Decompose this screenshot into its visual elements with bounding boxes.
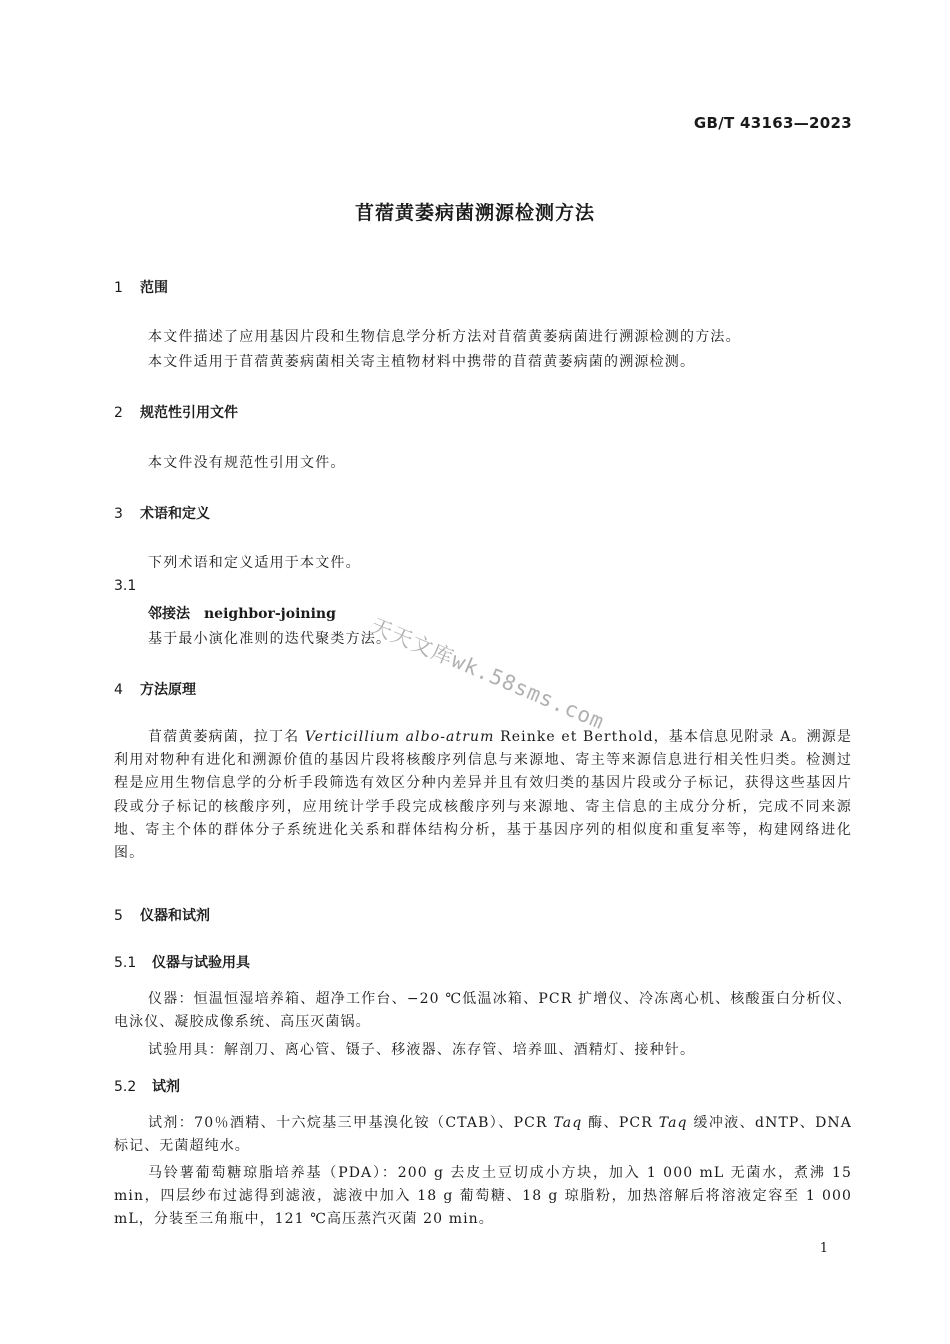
document-title: 苜蓿黄萎病菌溯源检测方法 <box>354 202 595 224</box>
section-1-para-1: 本文件描述了应用基因片段和生物信息学分析方法对苜蓿黄萎病菌进行溯源检测的方法。 <box>148 329 741 345</box>
term-chinese: 邻接法 <box>148 606 190 622</box>
latin-name: Verticillium albo-atrum <box>304 729 495 745</box>
section-1-para-2: 本文件适用于苜蓿黄萎病菌相关寄主植物材料中携带的苜蓿黄萎病菌的溯源检测。 <box>148 354 696 370</box>
section-5-1-para-2: 试验用具：解剖刀、离心管、镊子、移液器、冻存管、培养皿、酒精灯、接种针。 <box>148 1042 696 1058</box>
section-4-para-1: 苜蓿黄萎病菌，拉丁名 Verticillium albo-atrum Reinke et Berthold，基本信息见附录 A。溯源是利用对物种有进化和溯源价值的基因片段将核酸序列信息与来源地、寄主等来源信息进行相关性归类。检测过程是应用生物信息学的分析手段筛选有效区分种内差异并且有效归类的基因片段或分子标记，获得这些基因片段或分子标记的核酸序列，应用统计学手段完成核酸序列与来源地、寄主信息的主成分分析，完成不同来源地、寄主个体的群体分子系统进化关系和群体结构分析，基于基因序列的相似度和重复率等，构建网络进化图。 <box>114 729 852 862</box>
taq-italic: Taq <box>658 1115 688 1131</box>
section-2-para-1: 本文件没有规范性引用文件。 <box>148 455 346 471</box>
section-2-heading: 2 规范性引用文件 <box>114 405 238 421</box>
watermark: 天天文库wk.58sms.com <box>367 613 609 735</box>
section-1-heading: 1 范围 <box>114 280 168 296</box>
section-5-1-heading: 5.1 仪器与试验用具 <box>114 955 250 971</box>
taq-italic: Taq <box>553 1115 583 1131</box>
standard-number: GB/T 43163—2023 <box>693 114 852 132</box>
page-number: 1 <box>819 1241 828 1256</box>
section-5-2-para-2: 马铃薯葡萄糖琼脂培养基（PDA）：200 g 去皮土豆切成小方块，加入 1 000 mL 无菌水，煮沸 15 min，四层纱布过滤得到滤液，滤液中加入 18 g 葡萄糖、18 g 琼脂粉，加热溶解后将溶液定容至 1 000 mL，分装至三角瓶中，121 ℃高压蒸汽灭菌 20 min。 <box>114 1165 852 1228</box>
section-5-heading: 5 仪器和试剂 <box>114 908 210 924</box>
term-entry <box>148 603 336 623</box>
term-english: neighbor-joining <box>204 606 336 622</box>
term-definition: 基于最小演化准则的迭代聚类方法。 <box>148 631 392 647</box>
section-5-1-para-1: 仪器：恒温恒湿培养箱、超净工作台、−20 ℃低温冰箱、PCR 扩增仪、冷冻离心机、核酸蛋白分析仪、电泳仪、凝胶成像系统、高压灭菌锅。 <box>114 991 852 1031</box>
section-5-2-para-1: 试剂：70％酒精、十六烷基三甲基溴化铵（CTAB）、PCR Taq 酶、PCR Taq 缓冲液、dNTP、DNA 标记、无菌超纯水。 <box>114 1115 852 1155</box>
section-4-heading: 4 方法原理 <box>114 682 196 698</box>
section-3-heading: 3 术语和定义 <box>114 506 210 522</box>
term-number: 3.1 <box>114 578 137 594</box>
section-5-2-heading: 5.2 试剂 <box>114 1079 180 1095</box>
section-3-para-1: 下列术语和定义适用于本文件。 <box>148 555 361 571</box>
